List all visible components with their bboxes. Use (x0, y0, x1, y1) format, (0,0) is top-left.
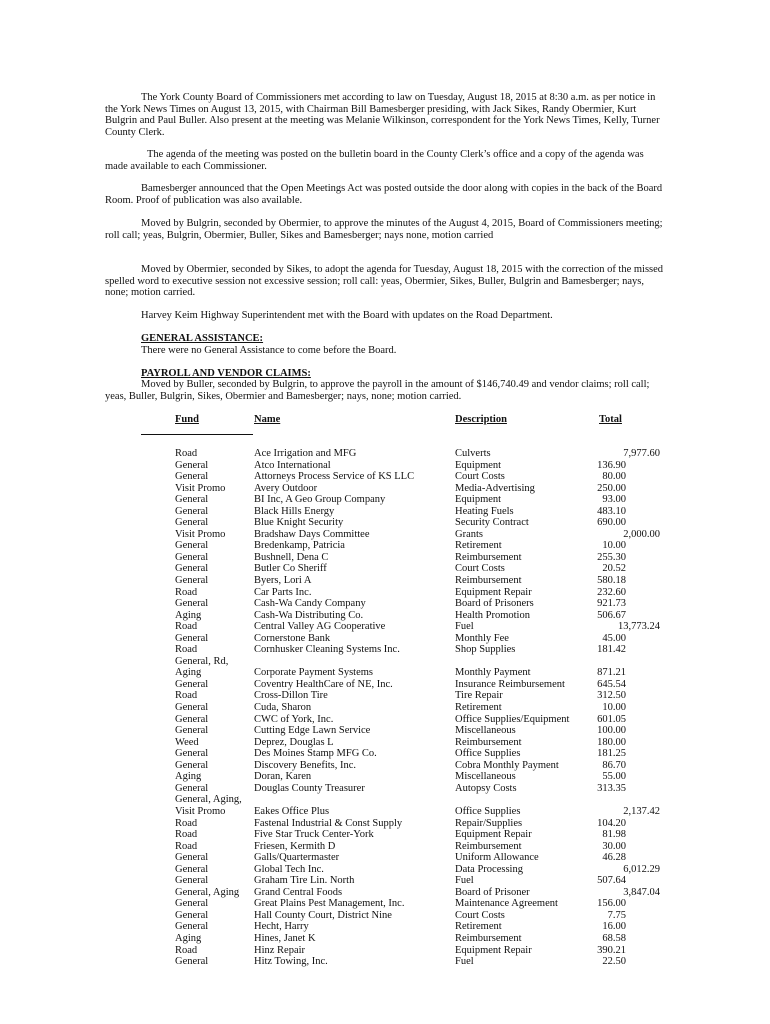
paragraph-text: Moved by Bulgrin, seconded by Obermier, to approve the minutes of the August 4, 2015, Board of Commissioners meeting; roll call; yeas, Bulgrin, Obermier, Buller, Sikes and Bamesberger; nays none, motion carried (105, 218, 663, 241)
name-cell: Atco International (254, 459, 331, 471)
table-row (0, 910, 770, 922)
total-cell: 601.05 (597, 713, 626, 725)
table-row (0, 760, 770, 772)
table-row (0, 714, 770, 726)
fund-cell: General (175, 575, 209, 587)
paragraph-agenda-posted (105, 149, 665, 172)
total-cell: 506.67 (597, 609, 626, 621)
name-cell: Five Star Truck Center-York (254, 829, 374, 841)
paragraph-text: Bamesberger announced that the Open Meetings Act was posted outside the door along with copies in the back of the Board Room. Proof of publication was also available. (105, 183, 663, 206)
total-cell: 16.00 (602, 921, 626, 933)
name-cell: Cornerstone Bank (254, 632, 331, 644)
paragraph-open-meetings (105, 183, 665, 206)
table-row (0, 598, 770, 610)
name-cell: Coventry HealthCare of NE, Inc. (254, 678, 393, 690)
table-row (0, 864, 770, 876)
general-assistance-text: There were no General Assistance to come before the Board. (141, 345, 397, 356)
payroll-motion (105, 379, 665, 402)
name-cell: Eakes Office Plus (254, 805, 330, 817)
fund-cell: General (175, 471, 209, 483)
name-cell: Car Parts Inc. (254, 586, 312, 598)
fund-cell: General (175, 632, 209, 644)
description-cell: Reimbursement (455, 736, 522, 748)
description-cell: Board of Prisoners (455, 598, 534, 610)
name-cell: Des Moines Stamp MFG Co. (254, 748, 377, 760)
fund-cell: General (175, 909, 209, 921)
description-cell: Fuel (455, 875, 474, 887)
description-cell: Autopsy Costs (455, 782, 517, 794)
table-row (0, 702, 770, 714)
description-cell: Uniform Allowance (455, 852, 539, 864)
description-cell: Equipment Repair (455, 829, 532, 841)
total-cell: 483.10 (597, 505, 626, 517)
description-cell: Retirement (455, 921, 502, 933)
fund-cell: Visit Promo (175, 528, 226, 540)
table-row (0, 610, 770, 622)
total-cell: 250.00 (597, 482, 626, 494)
name-cell: Fastenal Industrial & Const Supply (254, 817, 403, 829)
table-row (0, 921, 770, 933)
total-cell: 312.50 (597, 690, 626, 702)
description-cell: Office Supplies (455, 805, 521, 817)
fund-cell: Weed (175, 736, 199, 748)
fund-cell: General (175, 598, 209, 610)
paragraph-text: The York County Board of Commissioners met according to law on Tuesday, August 18, 2015 at 8:30 a.m. as per notice in the York News Times on August 13, 2015, with Chairman Bill Bamesberger presiding, with Jack Sikes, Randy Obermier, Kurt Bulgrin and Paul Buller. Also present at the meeting was Melanie Wilkinson, correspondent for the York News Times, Kelly, Turner County Clerk. (105, 92, 660, 138)
name-cell: Global Tech Inc. (254, 863, 324, 875)
name-cell: Central Valley AG Cooperative (254, 621, 386, 633)
name-cell: Cutting Edge Lawn Service (254, 725, 371, 737)
total-cell: 45.00 (602, 632, 626, 644)
description-cell: Equipment Repair (455, 944, 532, 956)
description-cell: Office Supplies (455, 748, 521, 760)
fund-cell: General (175, 875, 209, 887)
column-header-total: Total (599, 414, 622, 425)
fund-cell: General (175, 956, 209, 968)
total-cell: 10.00 (602, 702, 626, 714)
table-row (0, 956, 770, 968)
description-cell: Equipment (455, 459, 502, 471)
total-cell: 6,012.29 (623, 863, 660, 875)
claims-table (0, 448, 770, 968)
fund-cell: General (175, 713, 209, 725)
total-cell: 80.00 (602, 471, 626, 483)
description-cell: Data Processing (455, 863, 523, 875)
description-cell: Fuel (455, 956, 474, 968)
total-cell: 921.73 (597, 598, 626, 610)
description-cell: Reimbursement (455, 551, 522, 563)
description-cell: Culverts (455, 448, 491, 459)
description-cell: Reimbursement (455, 932, 522, 944)
name-cell: Discovery Benefits, Inc. (254, 759, 357, 771)
name-cell: Great Plains Pest Management, Inc. (254, 898, 405, 910)
description-cell: Court Costs (455, 563, 505, 575)
description-cell: Tire Repair (455, 690, 503, 702)
fund-cell: General (175, 563, 209, 575)
total-cell: 390.21 (597, 944, 626, 956)
fund-cell: General (175, 702, 209, 714)
description-cell: Health Promotion (455, 609, 530, 621)
name-cell: Hitz Towing, Inc. (254, 956, 328, 968)
fund-cell: Road (175, 621, 198, 633)
fund-cell: General (175, 505, 209, 517)
fund-cell: General (175, 852, 209, 864)
table-row (0, 575, 770, 587)
fund-cell: Road (175, 690, 198, 702)
table-row (0, 852, 770, 864)
name-cell: Blue Knight Security (254, 517, 344, 529)
table-row (0, 633, 770, 645)
total-cell: 136.90 (597, 459, 626, 471)
header-divider (141, 434, 253, 435)
fund-cell: Road (175, 829, 198, 841)
paragraph-text: Harvey Keim Highway Superintendent met with the Board with updates on the Road Department. (141, 310, 553, 321)
name-cell: Grand Central Foods (254, 886, 343, 898)
name-cell: Friesen, Kermith D (254, 840, 336, 852)
name-cell: Attorneys Process Service of KS LLC (254, 471, 415, 483)
name-cell: Cuda, Sharon (254, 702, 312, 714)
name-cell: Butler Co Sheriff (254, 563, 327, 575)
total-cell: 313.35 (597, 782, 626, 794)
description-cell: Retirement (455, 702, 502, 714)
total-cell: 86.70 (602, 759, 626, 771)
table-row (0, 552, 770, 564)
paragraph-text: Moved by Obermier, seconded by Sikes, to adopt the agenda for Tuesday, August 18, 2015 with the correction of the missed spelled word to executive session not excessive session; roll call: yeas, Obermier, Sikes, Buller, Bulgrin and Bamesberger; nays, none; motion carried. (105, 264, 664, 298)
description-cell: Office Supplies/Equipment (455, 713, 570, 725)
fund-cell: General, Aging (175, 886, 240, 898)
name-cell: Galls/Quartermaster (254, 852, 340, 864)
description-cell: Grants (455, 528, 483, 540)
fund-cell: General (175, 748, 209, 760)
fund-cell: Aging (175, 609, 202, 621)
total-cell: 20.52 (602, 563, 626, 575)
description-cell: Court Costs (455, 471, 505, 483)
fund-cell: Road (175, 644, 198, 656)
total-cell: 156.00 (597, 898, 626, 910)
total-cell: 645.54 (597, 678, 626, 690)
description-cell: Reimbursement (455, 840, 522, 852)
fund-cell: General (175, 459, 209, 471)
table-row (0, 471, 770, 483)
total-cell: 55.00 (602, 771, 626, 783)
name-cell: Bradshaw Days Committee (254, 528, 370, 540)
name-cell: Cornhusker Cleaning Systems Inc. (254, 644, 400, 656)
description-cell: Monthly Payment (455, 667, 531, 679)
total-cell: 181.42 (597, 644, 626, 656)
paragraph-text: Moved by Buller, seconded by Bulgrin, to approve the payroll in the amount of $146,740.49 and vendor claims; roll call; yeas, Buller, Bulgrin, Sikes, Obermier and Bamesberger; nays, none; motion carried. (105, 379, 650, 402)
fund-cell: General (175, 551, 209, 563)
description-cell: Monthly Fee (455, 632, 509, 644)
table-row (0, 621, 770, 633)
table-row (0, 748, 770, 760)
fund-cell: General (175, 494, 209, 506)
fund-cell: Road (175, 448, 198, 459)
description-cell: Miscellaneous (455, 725, 516, 737)
table-row (0, 517, 770, 529)
fund-cell: General, Rd, Aging (175, 655, 229, 679)
description-cell: Court Costs (455, 909, 505, 921)
table-row (0, 460, 770, 472)
table-row (0, 829, 770, 841)
name-cell: Corporate Payment Systems (254, 667, 373, 679)
total-cell: 255.30 (597, 551, 626, 563)
total-cell: 46.28 (602, 852, 626, 864)
name-cell: Bushnell, Dena C (254, 551, 329, 563)
name-cell: Cash-Wa Candy Company (254, 598, 366, 610)
fund-cell: General, Aging, Visit Promo (175, 794, 242, 817)
table-row (0, 794, 770, 817)
total-cell: 2,000.00 (623, 528, 660, 540)
total-cell: 104.20 (597, 817, 626, 829)
table-row (0, 679, 770, 691)
fund-cell: Aging (175, 771, 202, 783)
total-cell: 2,137.42 (623, 805, 660, 817)
table-row (0, 818, 770, 830)
table-row (0, 644, 770, 656)
general-assistance-heading: GENERAL ASSISTANCE: (141, 333, 264, 344)
total-cell: 180.00 (597, 736, 626, 748)
description-cell: Equipment Repair (455, 586, 532, 598)
payroll-heading: PAYROLL AND VENDOR CLAIMS: (141, 368, 311, 379)
total-cell: 13,773.24 (618, 621, 660, 633)
table-row (0, 737, 770, 749)
fund-cell: General (175, 759, 209, 771)
name-cell: Bredenkamp, Patricia (254, 540, 345, 552)
description-cell: Board of Prisoner (455, 886, 530, 898)
name-cell: Black Hills Energy (254, 505, 335, 517)
description-cell: Heating Fuels (455, 505, 514, 517)
paragraph-agenda-motion (105, 264, 665, 299)
column-header-name: Name (254, 414, 281, 425)
name-cell: Avery Outdoor (254, 482, 318, 494)
total-cell: 93.00 (602, 494, 626, 506)
table-row (0, 771, 770, 783)
table-row (0, 494, 770, 506)
table-row (0, 841, 770, 853)
total-cell: 181.25 (597, 748, 626, 760)
total-cell: 68.58 (602, 932, 626, 944)
table-row (0, 656, 770, 679)
description-cell: Media-Advertising (455, 482, 535, 494)
fund-cell: General (175, 921, 209, 933)
fund-cell: Road (175, 586, 198, 598)
fund-cell: Road (175, 840, 198, 852)
table-row (0, 783, 770, 795)
table-row (0, 563, 770, 575)
total-cell: 580.18 (597, 575, 626, 587)
total-cell: 507.64 (597, 875, 626, 887)
name-cell: Ace Irrigation and MFG (254, 448, 357, 459)
name-cell: Cross-Dillon Tire (254, 690, 328, 702)
name-cell: Graham Tire Lin. North (254, 875, 355, 887)
description-cell: Shop Supplies (455, 644, 516, 656)
fund-cell: Road (175, 817, 198, 829)
fund-cell: General (175, 782, 209, 794)
name-cell: Doran, Karen (254, 771, 312, 783)
fund-cell: General (175, 540, 209, 552)
description-cell: Maintenance Agreement (455, 898, 558, 910)
paragraph-minutes-motion (105, 218, 665, 241)
table-row (0, 506, 770, 518)
table-row (0, 690, 770, 702)
name-cell: Douglas County Treasurer (254, 782, 365, 794)
description-cell: Insurance Reimbursement (455, 678, 565, 690)
table-row (0, 875, 770, 887)
fund-cell: General (175, 863, 209, 875)
name-cell: Cash-Wa Distributing Co. (254, 609, 364, 621)
table-row (0, 448, 770, 460)
total-cell: 690.00 (597, 517, 626, 529)
fund-cell: General (175, 678, 209, 690)
description-cell: Retirement (455, 540, 502, 552)
description-cell: Repair/Supplies (455, 817, 523, 829)
fund-cell: Visit Promo (175, 482, 226, 494)
table-row (0, 483, 770, 495)
fund-cell: Road (175, 944, 198, 956)
column-header-description: Description (455, 414, 507, 425)
description-cell: Fuel (455, 621, 474, 633)
table-row (0, 529, 770, 541)
total-cell: 81.98 (602, 829, 626, 841)
paragraph-highway (105, 310, 665, 322)
total-cell: 10.00 (602, 540, 626, 552)
name-cell: Hines, Janet K (254, 932, 316, 944)
description-cell: Equipment (455, 494, 502, 506)
table-row (0, 887, 770, 899)
name-cell: Hecht, Harry (254, 921, 309, 933)
fund-cell: General (175, 898, 209, 910)
fund-cell: Aging (175, 932, 202, 944)
total-cell: 7,977.60 (623, 448, 660, 459)
table-row (0, 725, 770, 737)
paragraph-text: The agenda of the meeting was posted on the bulletin board in the County Clerk’s office and a copy of the agenda was made available to each Commissioner. (105, 149, 644, 172)
description-cell: Cobra Monthly Payment (455, 759, 559, 771)
table-row (0, 898, 770, 910)
name-cell: CWC of York, Inc. (254, 713, 334, 725)
name-cell: Deprez, Douglas L (254, 736, 334, 748)
total-cell: 30.00 (602, 840, 626, 852)
name-cell: Hall County Court, District Nine (254, 909, 392, 921)
fund-cell: General (175, 517, 209, 529)
table-row (0, 587, 770, 599)
total-cell: 22.50 (602, 956, 626, 968)
total-cell: 3,847.04 (623, 886, 660, 898)
description-cell: Security Contract (455, 517, 529, 529)
fund-cell: General (175, 725, 209, 737)
name-cell: Hinz Repair (254, 944, 306, 956)
paragraph-call-to-order (105, 92, 665, 138)
table-row (0, 933, 770, 945)
description-cell: Reimbursement (455, 575, 522, 587)
total-cell: 100.00 (597, 725, 626, 737)
total-cell: 871.21 (597, 667, 626, 679)
total-cell: 7.75 (607, 909, 626, 921)
name-cell: BI Inc, A Geo Group Company (254, 494, 386, 506)
table-row (0, 945, 770, 957)
table-row (0, 540, 770, 552)
total-cell: 232.60 (597, 586, 626, 598)
name-cell: Byers, Lori A (254, 575, 312, 587)
column-header-fund: Fund (175, 414, 199, 425)
description-cell: Miscellaneous (455, 771, 516, 783)
